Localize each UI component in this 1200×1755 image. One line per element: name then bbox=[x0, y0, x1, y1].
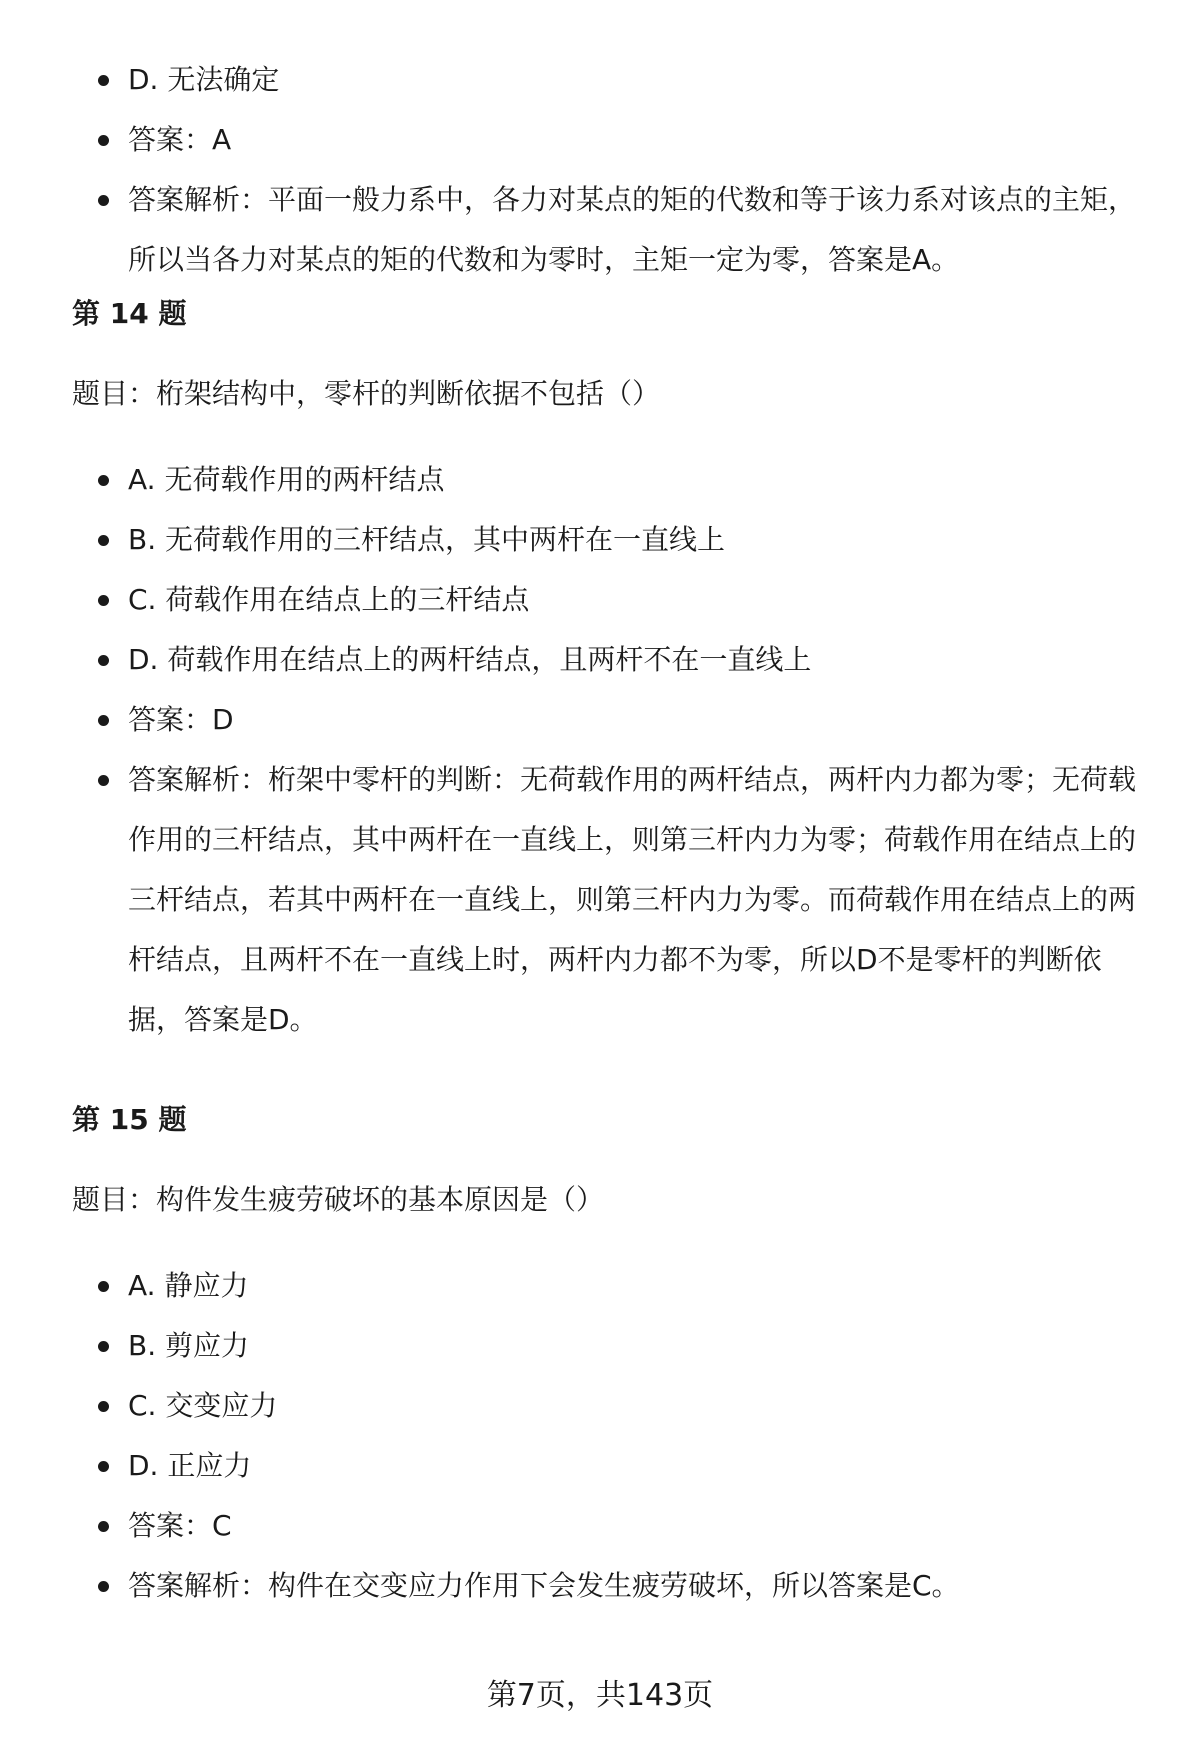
question-14-text: 题目：桁架结构中，零杆的判断依据不包括（） bbox=[72, 377, 661, 410]
option-d: D. 正应力 bbox=[128, 1436, 1138, 1496]
page-number: 第7页，共143页 bbox=[486, 1678, 714, 1713]
option-d: D. 无法确定 bbox=[128, 50, 1138, 110]
answer-explanation: 答案解析：构件在交变应力作用下会发生疲劳破坏，所以答案是C。 bbox=[128, 1556, 1138, 1616]
option-b: B. 无荷载作用的三杆结点，其中两杆在一直线上 bbox=[128, 510, 1138, 570]
question-14-heading: 第 14 题 bbox=[72, 297, 187, 330]
answer-explanation: 答案解析：平面一般力系中，各力对某点的矩的代数和等于该力系对该点的主矩，所以当各力对某点的矩的代数和为零时，主矩一定为零，答案是A。 bbox=[128, 170, 1138, 290]
question-15-text: 题目：构件发生疲劳破坏的基本原因是（） bbox=[72, 1183, 605, 1216]
option-a: A. 静应力 bbox=[128, 1256, 1138, 1316]
option-b: B. 剪应力 bbox=[128, 1316, 1138, 1376]
answer-explanation: 答案解析：桁架中零杆的判断：无荷载作用的两杆结点，两杆内力都为零；无荷载作用的三杆结点，其中两杆在一直线上，则第三杆内力为零；荷载作用在结点上的三杆结点，若其中两杆在一直线上，则第三杆内力为零。而荷载作用在结点上的两杆结点，且两杆不在一直线上时，两杆内力都不为零，所以D不是零杆的判断依据，答案是D。 bbox=[128, 750, 1138, 1050]
option-d: D. 荷载作用在结点上的两杆结点，且两杆不在一直线上 bbox=[128, 630, 1138, 690]
option-a: A. 无荷载作用的两杆结点 bbox=[128, 450, 1138, 510]
answer: 答案：D bbox=[128, 690, 1138, 750]
answer: 答案：C bbox=[128, 1496, 1138, 1556]
option-c: C. 荷载作用在结点上的三杆结点 bbox=[128, 570, 1138, 630]
question-15-heading: 第 15 题 bbox=[72, 1103, 187, 1136]
option-c: C. 交变应力 bbox=[128, 1376, 1138, 1436]
answer: 答案：A bbox=[128, 110, 1138, 170]
